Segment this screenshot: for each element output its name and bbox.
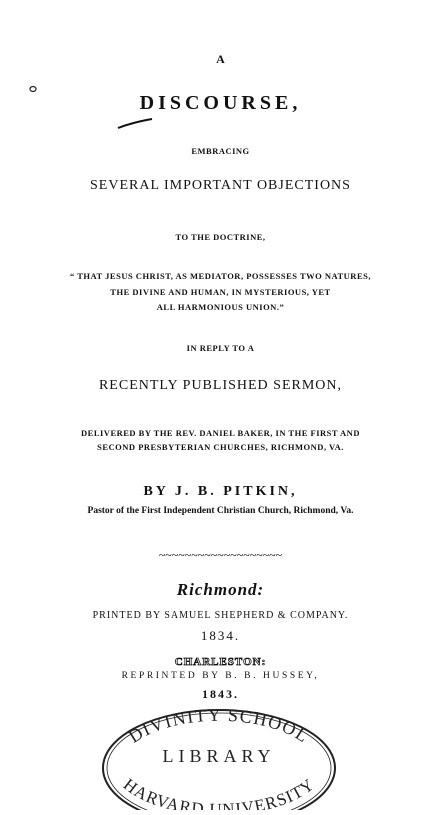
- imprint-city: Richmond:: [176, 580, 265, 599]
- quote-line: THE DIVINE AND HUMAN, IN MYSTERIOUS, YET: [110, 287, 331, 297]
- svg-text:HARVARD UNIVERSITY: [120, 775, 318, 810]
- imprint-year: 1834.: [200, 628, 241, 643]
- delivered-line: DELIVERED BY THE REV. DANIEL BAKER, IN THE FIRST AND: [81, 428, 360, 438]
- page-title: DISCOURSE,: [139, 92, 302, 114]
- library-stamp: [98, 700, 340, 810]
- stamp-line-1: DIVINITY SCHOOL: [124, 704, 314, 747]
- author-byline: BY J. B. PITKIN,: [143, 484, 298, 499]
- sermon-line: RECENTLY PUBLISHED SERMON,: [98, 378, 343, 393]
- subtitle-embracing: EMBRACING: [191, 146, 250, 156]
- delivered-line: SECOND PRESBYTERIAN CHURCHES, RICHMOND, VA.: [97, 442, 344, 452]
- reprint-city: [0, 656, 441, 668]
- reply-line: IN REPLY TO A: [186, 343, 255, 353]
- article-a: A: [216, 52, 225, 66]
- svg-text:DIVINITY SCHOOL: [125, 705, 313, 747]
- quote-line: “ THAT JESUS CHRIST, AS MEDIATOR, POSSESSES TWO NATURES,: [70, 271, 371, 281]
- reprint-city-text: CHARLESTON:: [174, 656, 267, 668]
- pen-stroke-mark: [116, 116, 156, 135]
- reprint-printer: REPRINTED BY B. B. HUSSEY,: [121, 671, 320, 681]
- stamp-line-3: HARVARD UNIVERSITY: [119, 774, 319, 810]
- subtitle-doctrine: TO THE DOCTRINE,: [175, 232, 266, 242]
- stamp-line-2: LIBRARY: [162, 746, 276, 766]
- reprint-year: 1843.: [202, 687, 239, 701]
- subtitle-objections: SEVERAL IMPORTANT OBJECTIONS: [90, 178, 351, 193]
- author-title: Pastor of the First Independent Christian Church, Richmond, Va.: [87, 506, 354, 516]
- library-stamp-graphic: [98, 700, 340, 810]
- imprint-printer: PRINTED BY SAMUEL SHEPHERD & COMPANY.: [92, 610, 349, 621]
- quote-line: ALL HARMONIOUS UNION.”: [156, 302, 285, 312]
- ornament-rule: ~~~~~~~~~~~~~~~~~~~: [158, 548, 283, 562]
